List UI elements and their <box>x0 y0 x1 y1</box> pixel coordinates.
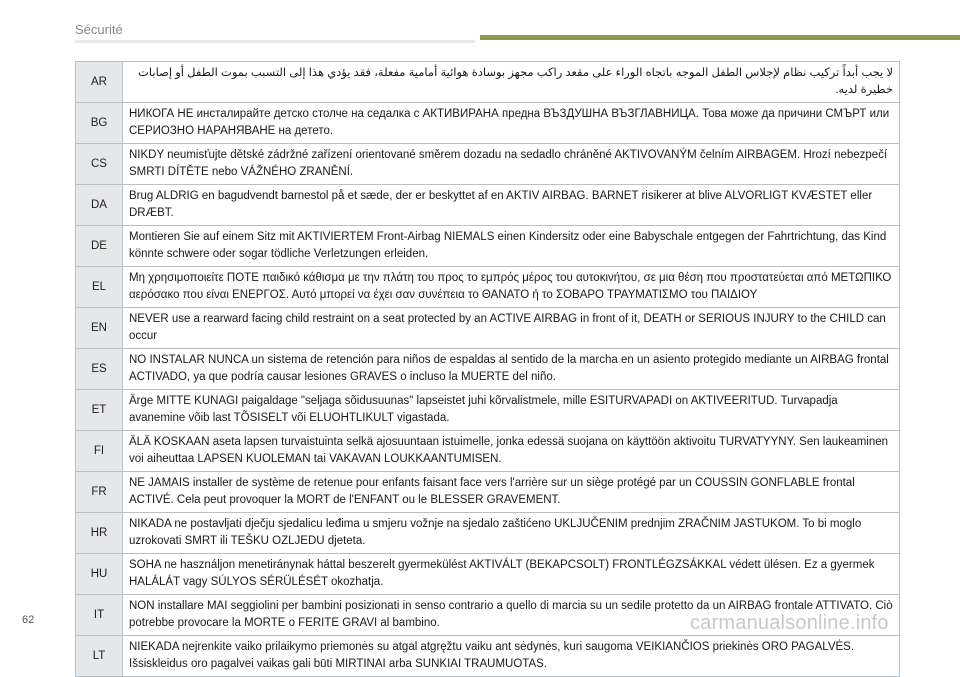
table-row <box>75 390 900 431</box>
warning-text: SOHA ne használjon menetiránynak háttal beszerelt gyermekülést AKTIVÁLT (BEKAPCSOLT) FRONTLÉGZSÁKKAL védett ülésen. Ez a gyermek HALÁLÁT vagy SÚLYOS SÉRÜLÉSÉT okozhatja. <box>129 559 875 588</box>
warning-text: NIKADA ne postavljati dječju sjedalicu leđima u smjeru vožnje na sjedalo zaštićeno UKLJUČENIM prednjim ZRAČNIM JASTUKOM. To bi moglo uzrokovati SMRT ili TEŠKU OZLJEDU djeteta. <box>129 518 862 547</box>
warning-text: Ärge MITTE KUNAGI paigaldage "seljaga sõidusuunas" lapseistet juhi kõrvalistmele, mille ESITURVAPADI on AKTIVEERITUD. Turvapadja avanemine võib last TÕSISELT või ELUOHTLIKULT vigastada. <box>129 395 838 424</box>
language-code: EL <box>76 267 123 307</box>
table-row <box>75 103 900 144</box>
language-code: LT <box>76 636 123 676</box>
warning-text: Brug ALDRIG en bagudvendt barnestol på et sæde, der er beskyttet af en AKTIV AIRBAG. BARNET risikerer at blive ALVORLIGT KVÆSTET eller DRÆBT. <box>129 190 873 219</box>
warning-text: NON installare MAI seggiolini per bambini posizionati in senso contrario a quello di marcia su un sedile protetto da un AIRBAG frontale ATTIVATO. Ciò potrebbe provocare la MORTE o FERITE GRAVI al bambino. <box>129 600 893 629</box>
language-code: ES <box>76 349 123 389</box>
table-row <box>75 554 900 595</box>
warning-text: NEVER use a rearward facing child restraint on a seat protected by an ACTIVE AIRBAG in front of it, DEATH or SERIOUS INJURY to the CHILD can occur <box>129 313 886 342</box>
warning-text: Μη χρησιμοποιείτε ΠΟΤΕ παιδικό κάθισμα με την πλάτη του προς το εμπρός μέρος του αυτοκινήτου, σε μια θέση που προστατεύεται από ΜΕΤΩΠΙΚΟ αερόσακο που είναι ΕΝΕΡΓΟΣ. Αυτό μπορεί να έχει σαν συνέπεια το ΘΑΝΑΤΟ ή το ΣΟΒΑΡΟ ΤΡΑΥΜΑΤΙΣΜΟ του ΠΑΙΔΙΟΥ <box>129 272 892 301</box>
table-row <box>75 144 900 185</box>
warning-text: NO INSTALAR NUNCA un sistema de retención para niños de espaldas al sentido de la marcha en un asiento protegido mediante un AIRBAG frontal ACTIVADO, ya que podría causar lesiones GRAVES o incluso la MUERTE del niño. <box>129 354 889 383</box>
table-row <box>75 308 900 349</box>
language-code: HR <box>76 513 123 553</box>
table-row <box>75 267 900 308</box>
warning-text: لا يجب أبداً تركيب نظام لإجلاس الطفل الموجه باتجاه الوراء على مقعد راكب مجهز بوسادة هوائية أمامية مفعلة، فقد يؤدي هذا إلى التسبب بموت الطفل أو إصابات خطيرة لديه. <box>138 67 893 96</box>
warning-text: NIKDY neumisťujte dětské zádržné zařízení orientované směrem dozadu na sedadlo chráněné AKTIVOVANÝM čelním AIRBAGEM. Hrozí nebezpečí SMRTI DÍTĚTE nebo VÁŽNÉHO ZRANĚNÍ. <box>129 149 888 178</box>
language-code: HU <box>76 554 123 594</box>
table-row <box>75 62 900 103</box>
table-row <box>75 431 900 472</box>
language-code: BG <box>76 103 123 143</box>
table-row <box>75 185 900 226</box>
language-code: FR <box>76 472 123 512</box>
language-code: ET <box>76 390 123 430</box>
table-row <box>75 636 900 677</box>
warning-text: ÄLÄ KOSKAAN aseta lapsen turvaistuinta selkä ajosuuntaan istuimelle, jonka edessä suojana on käyttöön aktivoitu TURVATYYNY. Sen laukeaminen voi aiheuttaa LAPSEN KUOLEMAN tai VAKAVAN LOUKKAANTUMISEN. <box>129 436 889 465</box>
table-row <box>75 349 900 390</box>
table-row <box>75 472 900 513</box>
language-code: EN <box>76 308 123 348</box>
warning-text: NIEKADA nejrenkite vaiko prilaikymo priemonės su atgal atgręžtu vaiku ant sėdynės, kuri saugoma VEIKIANČIOS priekinės ORO PAGALVĖS. Išsiskleidus oro pagalvei vaikas gali būti MIRTINAI arba SUNKIAI TRAUMUOTAS. <box>129 641 855 670</box>
table-row <box>75 226 900 267</box>
warning-text: НИКОГА НЕ инсталирайте детско столче на седалка с АКТИВИРАНА предна ВЪЗДУШНА ВЪЗГЛАВНИЦА. Това може да причини СМЪРТ или СЕРИОЗНО НАРАНЯВАНЕ на детето. <box>129 108 890 137</box>
language-code: AR <box>76 62 123 102</box>
language-code: CS <box>76 144 123 184</box>
warning-text: NE JAMAIS installer de système de retenue pour enfants faisant face vers l'arrière sur un siège protégé par un COUSSIN GONFLABLE frontal ACTIVÉ. Cela peut provoquer la MORT de l'ENFANT ou le BLESSER GRAVEMENT. <box>129 477 855 506</box>
page-number: 62 <box>22 614 35 626</box>
language-code: DA <box>76 185 123 225</box>
language-code: IT <box>76 595 123 635</box>
language-code: FI <box>76 431 123 471</box>
header-divider-green <box>480 35 960 40</box>
watermark: carmanualsonline.info <box>690 612 889 634</box>
language-code: DE <box>76 226 123 266</box>
page-header <box>0 0 960 44</box>
airbag-warning-table <box>75 61 900 677</box>
warning-text: Montieren Sie auf einem Sitz mit AKTIVIERTEM Front-Airbag NIEMALS einen Kindersitz oder eine Babyschale entgegen der Fahrtrichtung, das Kind könnte schwere oder sogar tödliche Verletzungen erleiden. <box>129 231 887 260</box>
header-divider-gray <box>75 40 475 43</box>
section-title: Sécurité <box>75 22 123 37</box>
table-row <box>75 513 900 554</box>
